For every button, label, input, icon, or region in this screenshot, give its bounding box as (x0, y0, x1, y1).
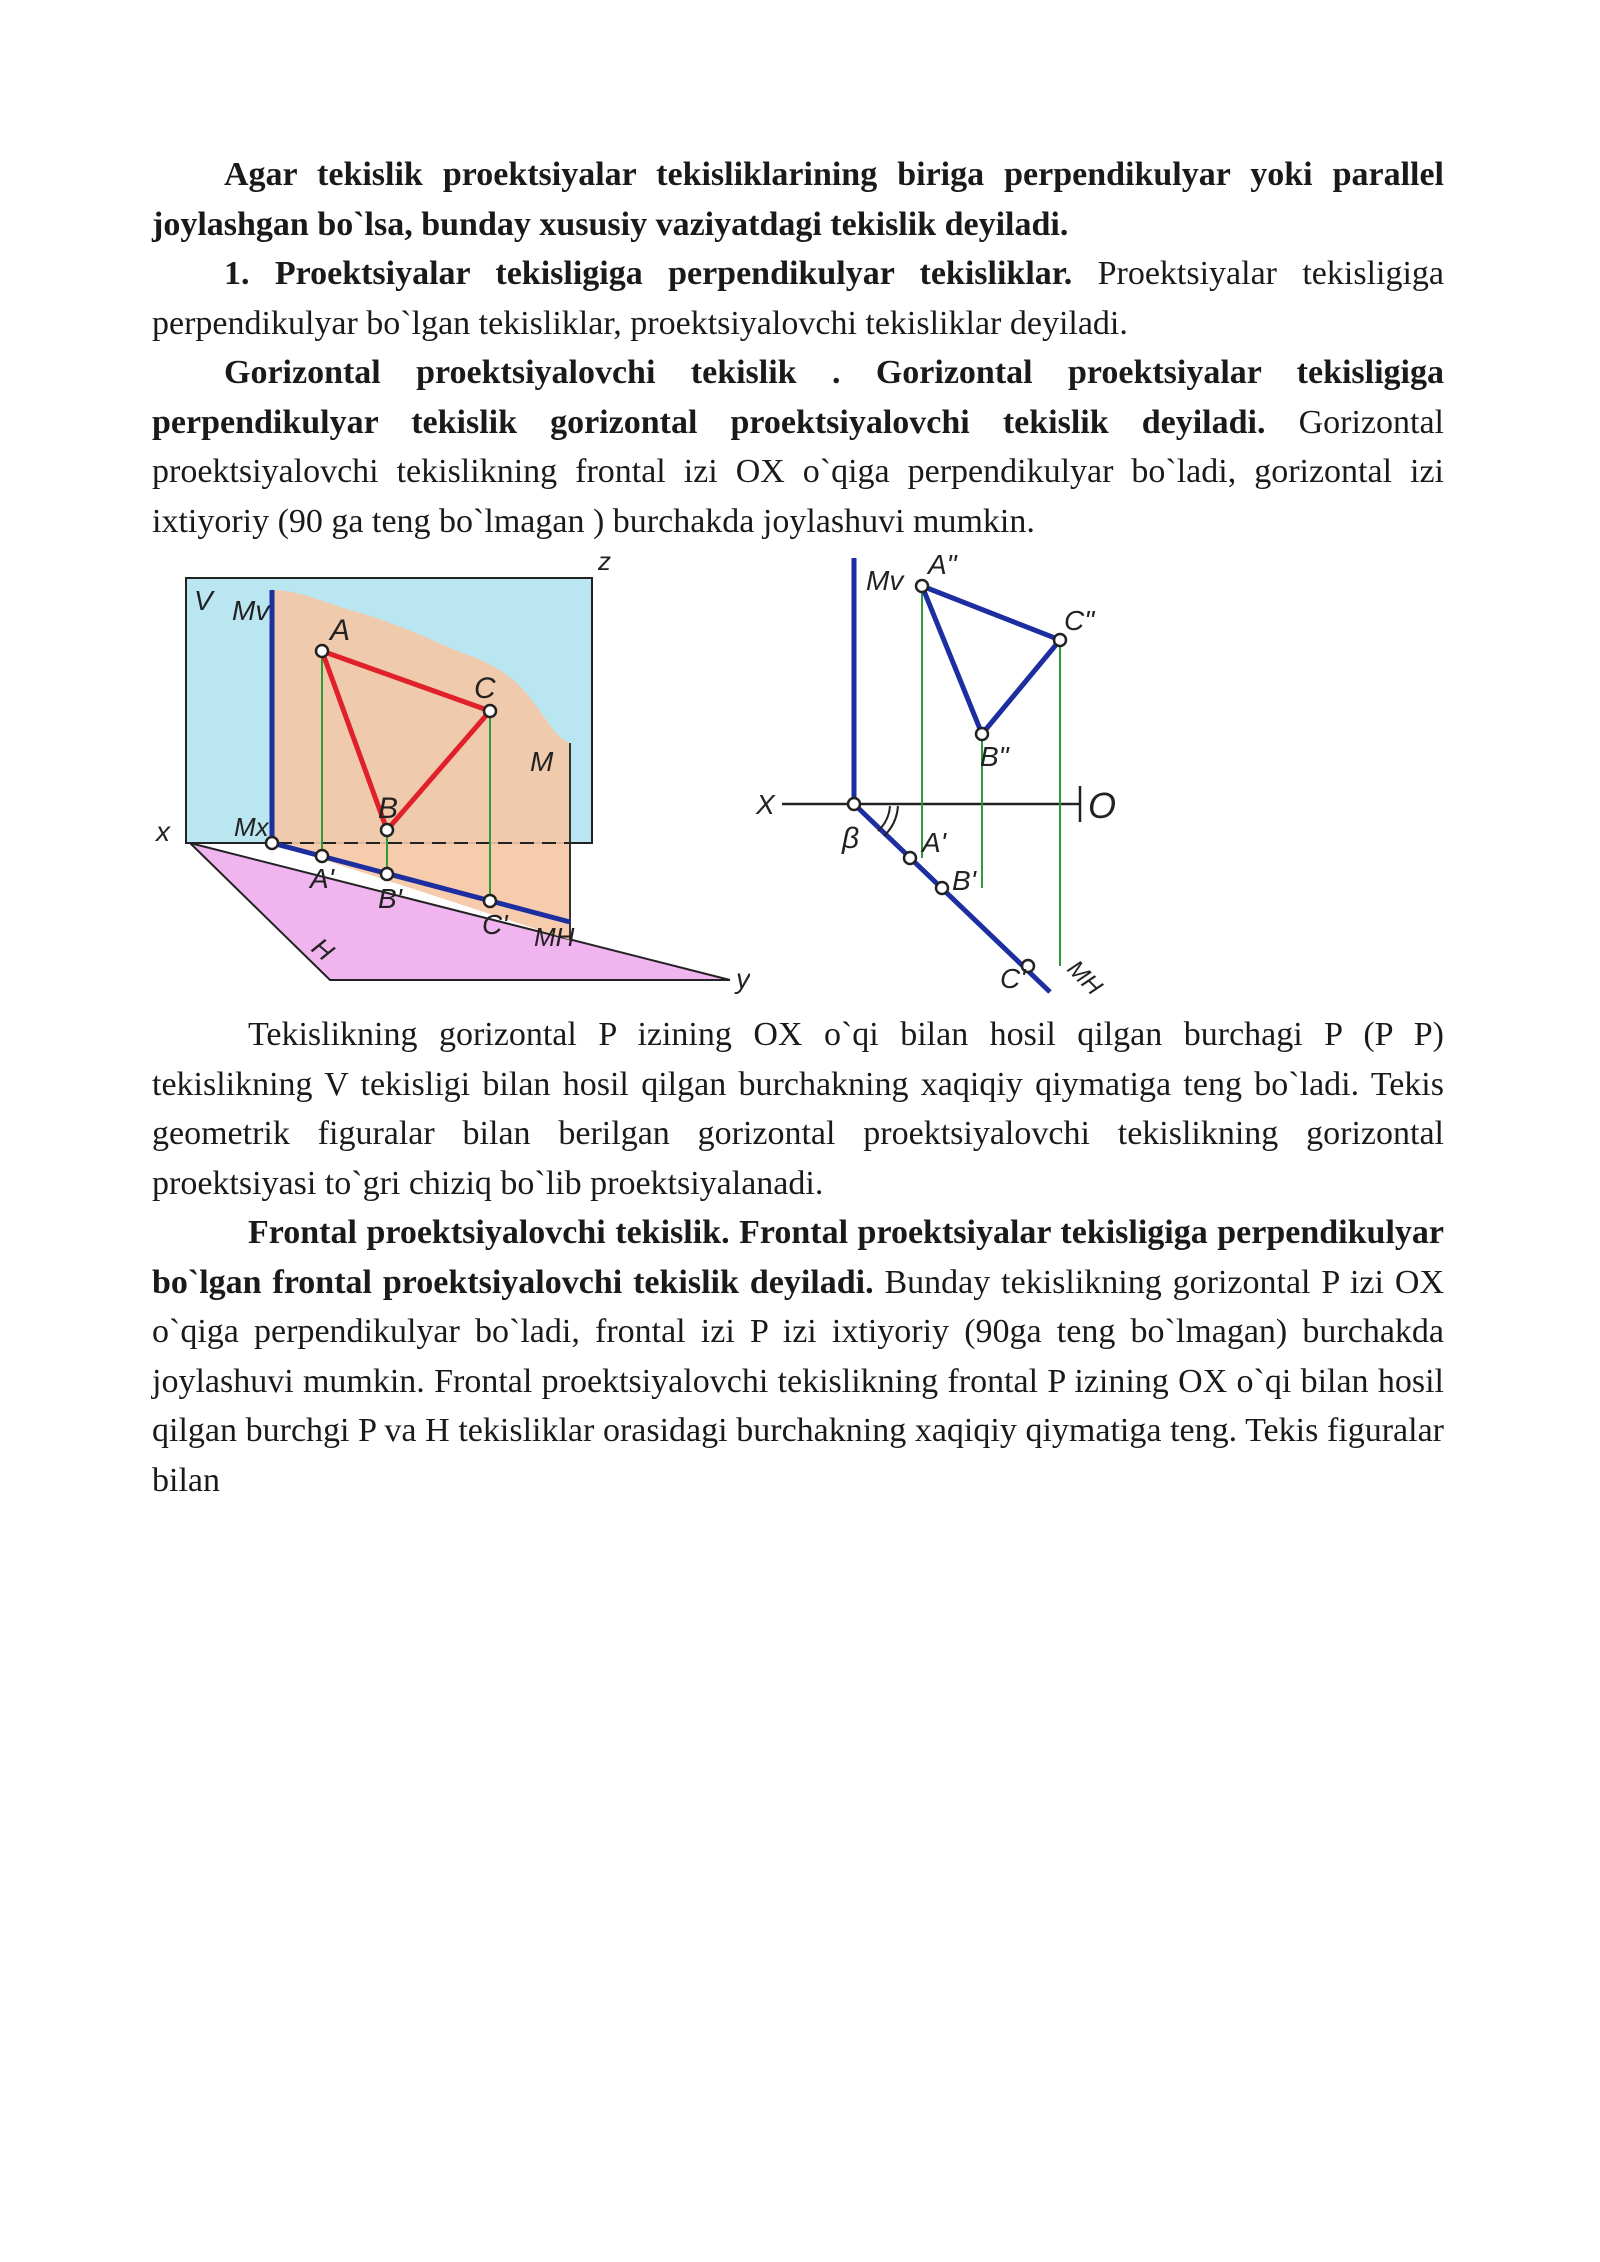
figure-epure (750, 548, 1230, 1008)
horizontal-projecting-text: Gorizontal proektsiyalovchi tekislikning frontal izi OX o`qiga perpendikulyar bo`ladi, gorizontal izi ixtiyoriy (90 ga teng bo`lmagan ) burchakda joylashuvi mumkin. (152, 403, 1444, 540)
point-b1 (381, 868, 393, 880)
frontal-projecting-text: Bunday tekislikning gorizontal P izi OX o`qiga perpendikulyar bo`ladi, frontal izi P izi ixtiyoriy (90ga teng bo`lmagan) burchakda joylashuvi mumkin. Frontal proektsiyalovchi tekislikning frontal P izining OX o`qi bilan hosil qilgan burchgi P va H tekisliklar orasidagi burchakning xaqiqiy qiymatiga teng. Tekis figuralar bilan (152, 1263, 1444, 1499)
text-block-bottom (152, 1010, 1444, 1505)
label-y: y (736, 963, 750, 994)
label-a1: A' (310, 863, 335, 894)
label-a2: A" (928, 549, 957, 580)
label-c1: C' (1000, 963, 1026, 994)
paragraph-intro-bold: Agar tekislik proektsiyalar tekisliklarining biriga perpendikulyar yoki parallel joylashgan bo`lsa, bunday xususiy vaziyatdagi tekislik deyiladi. (152, 156, 1444, 243)
point-a2 (916, 580, 928, 592)
paragraph-intro (152, 150, 1444, 249)
frontal-projecting-heading: Frontal proektsiyalovchi tekislik. Frontal proektsiyalar tekisligiga perpendikulyar bo`lgan frontal proektsiyalovchi tekislik deyiladi. (152, 1214, 1444, 1301)
label-x: X (756, 789, 775, 820)
label-mh: MH (1061, 955, 1108, 1001)
angle-text: Tekislikning gorizontal P izining OX o`qi bilan hosil qilgan burchagi P (P P) tekislikning V tekisligi bilan hosil qilgan burchakning xaqiqiy qiymatiga teng bo`ladi. Tekis geometrik figuralar bilan berilgan gorizontal proektsiyalovchi tekislikning gorizontal proektsiyasi to`gri chiziq bo`lib proektsiyalanadi. (152, 1016, 1444, 1202)
label-a1: A' (922, 827, 947, 858)
label-beta: β (842, 822, 860, 855)
paragraph-angle (152, 1010, 1444, 1208)
paragraph-section-1 (152, 249, 1444, 348)
label-c: C (474, 672, 496, 705)
figure-3d-projection (150, 548, 750, 1008)
triangle-frontal (922, 586, 1060, 734)
section-1-heading: 1. Proektsiyalar tekisligiga perpendikulyar tekisliklar. (224, 255, 1073, 292)
label-h: H (306, 931, 340, 967)
label-m: M (530, 746, 554, 777)
label-b2: B" (980, 741, 1009, 772)
paragraph-frontal-projecting (152, 1208, 1444, 1505)
point-a (316, 645, 328, 657)
label-b1: B' (952, 865, 977, 896)
label-x: x (156, 816, 170, 847)
figures-row (150, 548, 1250, 1008)
label-v: V (194, 585, 213, 616)
label-a: A (330, 614, 351, 647)
label-b: B (378, 792, 399, 825)
point-a1 (904, 852, 916, 864)
label-mv: Mv (232, 595, 270, 626)
point-b1 (936, 882, 948, 894)
label-c2: C" (1064, 605, 1095, 636)
point-mx (848, 798, 860, 810)
point-a1 (316, 850, 328, 862)
label-mh: MH (534, 922, 575, 952)
label-c1: C' (482, 909, 508, 940)
label-z: z (598, 548, 611, 576)
point-b2 (976, 728, 988, 740)
label-b1: B' (378, 883, 403, 914)
section-1-text: Proektsiyalar tekisligiga perpendikulyar bo`lgan tekisliklar, proektsiyalovchi tekisliklar deyiladi. (152, 255, 1444, 342)
point-c1 (484, 895, 496, 907)
point-b (381, 824, 393, 836)
text-block-top (152, 150, 1444, 546)
point-c (484, 705, 496, 717)
label-o: O (1088, 785, 1117, 826)
label-mx: Mx (234, 812, 269, 842)
paragraph-horizontal-projecting (152, 348, 1444, 546)
label-mv: Mv (866, 565, 904, 596)
horizontal-projecting-heading: Gorizontal proektsiyalovchi tekislik . Gorizontal proektsiyalar tekisligiga perpendikulyar tekislik gorizontal proektsiyalovchi tekislik deyiladi. (152, 354, 1444, 441)
